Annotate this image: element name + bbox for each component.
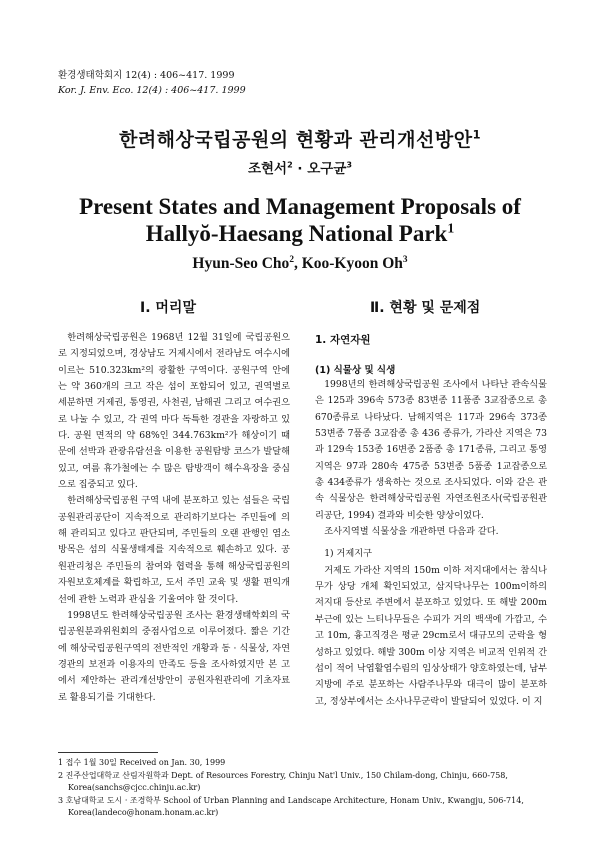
title-english-text: Present States and Management Proposals of Hallyŏ-Haesang National Park — [79, 194, 521, 246]
subsubsection-heading-flora: (1) 식물상 및 식생 — [315, 365, 396, 376]
footnote-2: 2 진주산업대학교 산림자원학과 Dept. of Resources Forestry, Chinju Nat'l Univ., 150 Chilam-dong, Chinju, 660-758, Korea(sanchs@cjcc.chinju.ac.kr) — [58, 770, 508, 792]
author-ko-2-mark: 3 — [346, 159, 353, 170]
left-paragraph-2: 한려해상국립공원 구역 내에 분포하고 있는 섬들은 국립공원관리공단이 지속적으로 관리하기보다는 주민들에 의해 관리되고 있다고 판단되며, 주민들의 오랜 관행인 염소방목은 섬의 식물생태계를 지속적으로 훼손하고 있다. 공원관리청은 주민들의 참여와 협력을 통해 해상국립공원의 자원보호체계를 확립하고, 도서 주민 교육 및 생활 편익개선에 관한 노력과 관심을 기울여야 할 것이다. — [58, 495, 290, 605]
right-column — [315, 377, 547, 710]
author-en-1: Hyun-Seo Cho — [192, 255, 290, 272]
left-column — [58, 330, 290, 706]
journal-citation-ko: 환경생태학회지 12(4) : 406~417. 1999 — [58, 70, 235, 81]
author-en-2-mark: 3 — [402, 254, 408, 265]
footnote-3: 3 호남대학교 도시 · 조경학부 School of Urban Planning and Landscape Architecture, Honam Univ., Kwangju, 506-714, Korea(landeco@honam.honam.ac.kr) — [58, 795, 524, 817]
right-paragraph-3: 거제도 가라산 지역의 150m 이하 저지대에서는 참식나무가 상당 개체 확인되었고, 삼지닥나무는 100m이하의 저지대 등산로 주변에서 분포하고 있었다. 또 해발 200m 부근에 있는 느티나무들은 수피가 거의 백색에 가깝고, 수고 10m, 흉고직경은 평균 29cm로서 대규모의 군락을 형성하고 있었다. 해발 300m 이상 지역은 비교적 인위적 간섭이 적어 낙엽활엽수림의 임상상태가 양호하였는데, 남부지방에 주로 분포하는 사람주나무와 대극이 많이 분포하고, 정상부에서는 소사나무군락이 발달되어 있었다. 이 지 — [315, 564, 547, 707]
author-ko-separator: · — [292, 161, 308, 177]
subsection-heading-natural-resources: 1. 자연자원 — [315, 334, 371, 346]
section-heading-status: Ⅱ. 현황 및 문제점 — [370, 300, 481, 316]
footnotes — [58, 757, 548, 820]
title-korean-text: 한려해상국립공원의 현황과 관리개선방안 — [118, 129, 473, 151]
section-heading-introduction: Ⅰ. 머리말 — [140, 300, 196, 316]
item-heading-geoje: 1) 거제지구 — [324, 548, 373, 560]
right-paragraph-2: 조사지역별 식물상을 개관하면 다음과 같다. — [324, 526, 499, 538]
footnote-1: 1 접수 1월 30일 Received on Jan. 30, 1999 — [58, 758, 226, 767]
authors-korean — [0, 157, 600, 177]
title-english-footnote-mark: 1 — [447, 220, 455, 236]
journal-citation-en: Kor. J. Env. Eco. 12(4) : 406~417. 1999 — [58, 85, 246, 96]
author-en-separator: , — [293, 255, 302, 272]
title-english — [40, 193, 560, 247]
author-en-2: Koo-Kyoon Oh — [301, 255, 403, 272]
right-paragraph-1: 1998년의 한려해상국립공원 조사에서 나타난 관속식물은 125과 396속 573종 83변종 11품종 3교잡종으로 총 670종류로 나타났다. 남해지역은 117과 296속 373종 53변종 7품종 3교잡종 총 436 종류가, 가라산 지역은 73과 129속 153종 16변종 2품종 총 171종류, 그리고 통영지역은 97과 280속 475종 53변종 5품종 1교잡종으로 총 434종류가 생육하는 것으로 조사되었다. 이와 같은 관속 식물상은 한려해상국립공원 자연조원조사(국립공원관리공단, 1994) 결과와 비슷한 양상이었다. — [315, 379, 547, 521]
authors-english — [0, 255, 600, 273]
left-paragraph-3: 1998년도 한려해상국립공원 조사는 환경생태학회의 국립공원분과위원회의 중점사업으로 이루어졌다. 짧은 기간에 해상국립공원구역의 전반적인 개황과 동 · 식물상, 자연경관의 보전과 이용자의 만족도 등을 조사하였지만 본 고에서 제안하는 관리개선방안이 공원자원관리에 기초자료로 활용되기를 기대한다. — [58, 609, 290, 703]
author-ko-2: 오구균 — [307, 161, 347, 177]
footnote-rule — [58, 752, 158, 753]
author-en-1-mark: 2 — [289, 254, 294, 265]
journal-header — [58, 68, 246, 98]
left-paragraph-1: 한려해상국립공원은 1968년 12월 31일에 국립공원으로 지정되었으며, 경상남도 거제시에서 전라남도 여수시에 이르는 510.323km²의 광활한 구역이다. 공원구역 안에는 약 360개의 크고 작은 섬이 포함되어 있고, 권역별로 세분하면 거제권, 통영권, 사천권, 남해권 그리고 여수권으로 나눌 수 있고, 각 권역 마다 독특한 경관을 자랑하고 있다. 공원 면적의 약 68%인 344.763km²가 해상이기 때문에 선박과 관광유람선을 이용한 공원탐방 코스가 발달해 있고, 여름 휴가철에는 수 많은 탐방객이 해수욕장을 중심으로 집중되고 있다. — [58, 332, 290, 491]
title-korean — [0, 125, 600, 152]
title-korean-footnote-mark: 1 — [472, 127, 482, 142]
author-ko-1: 조현서 — [247, 161, 288, 177]
author-ko-1-mark: 2 — [287, 159, 293, 170]
